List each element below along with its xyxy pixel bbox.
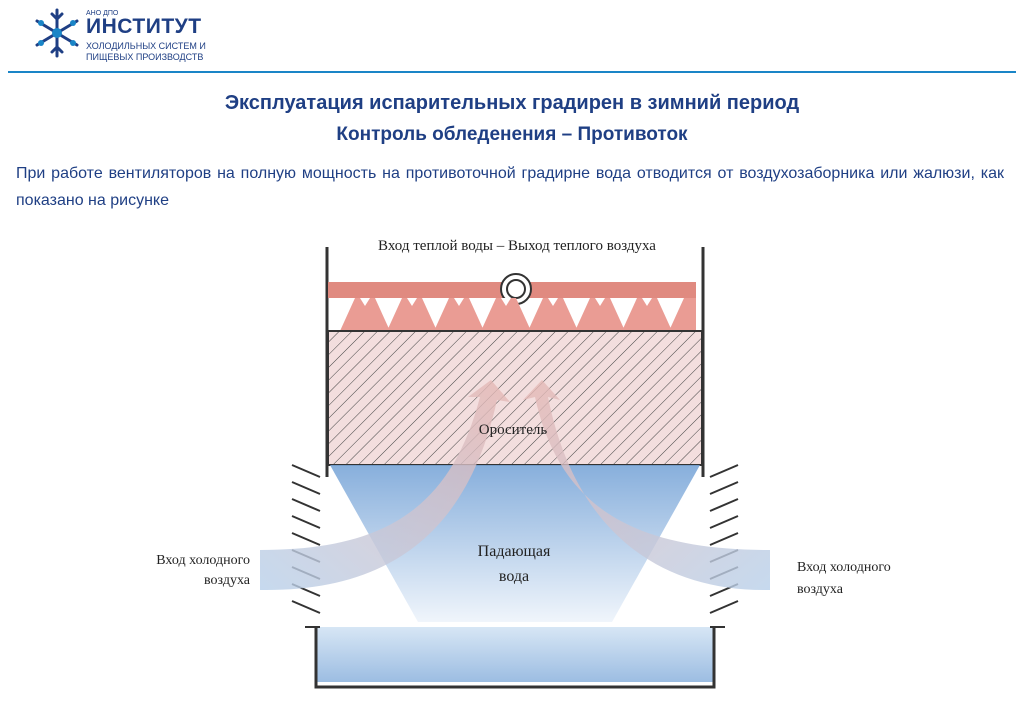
top-label: Вход теплой воды – Выход теплого воздуха	[378, 238, 656, 254]
falling-water-label-2: вода	[498, 568, 530, 585]
logo-subtitle-2: ПИЩЕВЫХ ПРОИЗВОДСТВ	[86, 52, 204, 62]
left-air-label-1: Вход холодного	[156, 553, 250, 568]
falling-water-label-1: Падающая	[477, 543, 551, 560]
header-divider	[8, 71, 1016, 73]
logo-subtitle-1: ХОЛОДИЛЬНЫХ СИСТЕМ И	[86, 41, 206, 51]
slide-title: Эксплуатация испарительных градирен в зимний период	[224, 92, 800, 114]
logo-prefix: АНО ДПО	[86, 10, 119, 17]
left-louvers	[292, 465, 320, 613]
right-air-label-2: воздуха	[797, 582, 843, 597]
spray-nozzles	[340, 298, 696, 331]
snowflake-icon	[30, 6, 84, 60]
logo-title: ИНСТИТУТ	[86, 15, 202, 38]
slide-subtitle: Контроль обледенения – Противоток	[336, 124, 688, 145]
fill-label: Ороситель	[478, 422, 548, 438]
fill-media	[328, 331, 702, 465]
right-louvers	[710, 465, 738, 613]
right-air-label-1: Вход холодного	[797, 560, 891, 575]
body-paragraph: При работе вентиляторов на полную мощность на противоточной градирне вода отводится от воздухозаборника или жалюзи, как показано на рисунке	[16, 165, 1004, 209]
logo	[30, 6, 230, 64]
cooling-tower-diagram	[120, 232, 940, 702]
left-air-label-2: воздуха	[204, 573, 250, 588]
water-basin	[316, 627, 714, 682]
